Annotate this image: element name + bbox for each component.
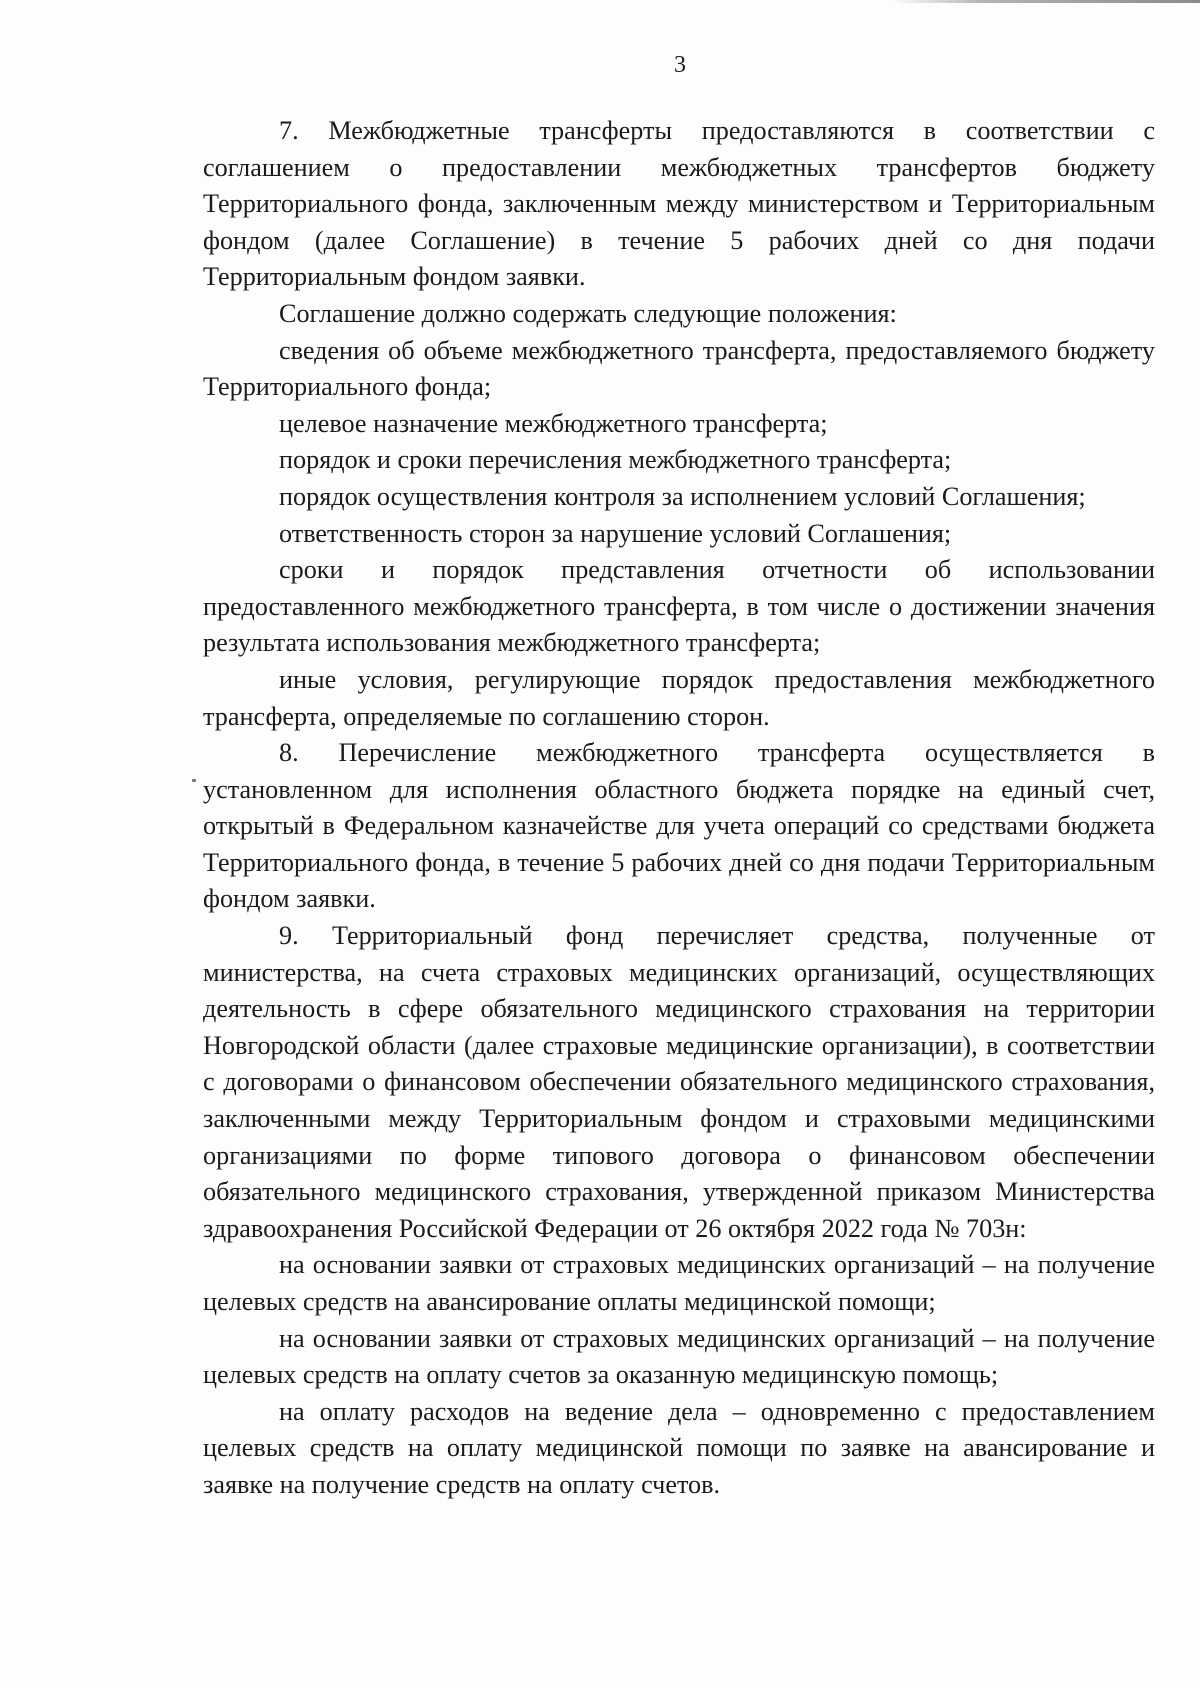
provision-control: порядок осуществления контроля за исполнением условий Соглашения;	[279, 481, 1086, 511]
provision-responsibility: ответственность сторон за нарушение условий Соглашения;	[279, 518, 952, 548]
scan-speck	[192, 779, 196, 782]
item-advance-payment: на основании заявки от страховых медицинских организаций – на получение целевых средств на авансирование оплаты медицинской помощи;	[203, 1250, 1155, 1316]
provision-purpose: целевое назначение межбюджетного трансферта;	[279, 408, 828, 438]
provision-reporting: сроки и порядок представления отчетности об использовании предоставленного межбюджетного трансферта, в том числе о достижении значения результата использования межбюджетного трансферта;	[203, 555, 1155, 658]
paragraph-8: 8. Перечисление межбюджетного трансферта осуществляется в установленном для исполнения областного бюджета порядке на единый счет, открытый в Федеральном казначействе для учета операций со средствами бюджета Территориального фонда, в течение 5 рабочих дней со дня подачи Территориальным фондом заявки.	[203, 738, 1155, 914]
provision-volume: сведения об объеме межбюджетного трансферта, предоставляемого бюджету Территориального фонда;	[203, 335, 1155, 402]
provision-transfer-terms: порядок и сроки перечисления межбюджетного трансферта;	[279, 445, 952, 475]
scan-edge-mark	[890, 0, 1200, 3]
document-body	[203, 113, 1155, 1504]
item-invoice-payment: на основании заявки от страховых медицинских организаций – на получение целевых средств на оплату счетов за оказанную медицинскую помощь;	[203, 1323, 1155, 1390]
item-business-expenses: на оплату расходов на ведение дела – одновременно с предоставлением целевых средств на оплату медицинской помощи по заявке на авансирование и заявке на получение средств на оплату счетов.	[203, 1396, 1155, 1499]
paragraph-agreement-provisions: Соглашение должно содержать следующие положения:	[279, 298, 897, 328]
page-number: 3	[674, 52, 686, 78]
paragraph-7-intro: 7. Межбюджетные трансферты предоставляются в соответствии с соглашением о предоставлении межбюджетных трансфертов бюджету Территориального фонда, заключенным между министерством и Территориальным фондом (далее Соглашение) в течение 5 рабочих дней со дня подачи Территориальным фондом заявки.	[203, 116, 1155, 292]
provision-other-conditions: иные условия, регулирующие порядок предоставления межбюджетного трансферта, определяемые по соглашению сторон.	[203, 664, 1155, 731]
paragraph-9: 9. Территориальный фонд перечисляет средства, полученные от министерства, на счета страховых медицинских организаций, осуществляющих деятельность в сфере обязательного медицинского страхования на территории Новгородской области (далее страховые медицинские организации), в соответствии с договорами о финансовом обеспечении обязательного медицинского страхования, заключенными между Территориальным фондом и страховыми медицинскими организациями по форме типового договора о финансовом обеспечении обязательного медицинского страхования, утвержденной приказом Министерства здравоохранения Российской Федерации от 26 октября 2022 года № 703н:	[203, 921, 1155, 1243]
